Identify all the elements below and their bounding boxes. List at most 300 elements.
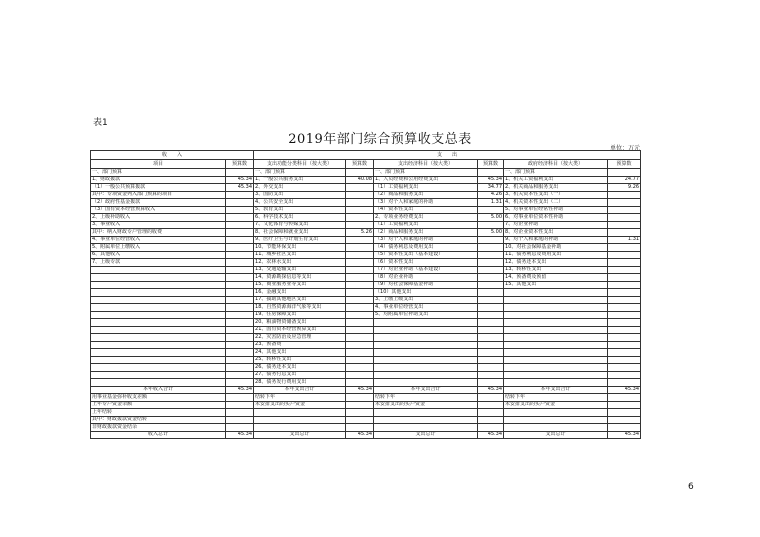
- amount-cell: 5.00: [478, 229, 504, 237]
- amount-cell: [478, 356, 504, 364]
- item-cell: 2、外交支出: [254, 184, 346, 192]
- amount-cell: [608, 311, 641, 319]
- expense-total-label: 本年支出合计: [504, 386, 608, 394]
- amount-cell: [226, 229, 254, 237]
- table-row: [91, 184, 641, 192]
- item-cell: （7）对企业补助（基本建设）: [374, 266, 478, 274]
- item-cell: 13、交通运输支出: [254, 266, 346, 274]
- carry-expense-value: [346, 394, 374, 402]
- amount-cell: [346, 371, 374, 379]
- amount-cell: [608, 169, 641, 177]
- amount-cell: [478, 221, 504, 229]
- item-cell: 9、对个人和家庭的补助: [504, 236, 608, 244]
- carry-expense-label: [254, 416, 346, 424]
- item-cell: [91, 296, 226, 304]
- item-cell: 13、转移性支出: [504, 266, 608, 274]
- item-cell: [91, 326, 226, 334]
- amount-cell: [226, 199, 254, 207]
- carry-expense-label: [374, 409, 478, 417]
- item-cell: 12、农林水支出: [254, 259, 346, 267]
- item-cell: [504, 356, 608, 364]
- item-cell: [374, 334, 478, 342]
- amount-cell: [608, 259, 641, 267]
- item-cell: [504, 319, 608, 327]
- amount-cell: 5.26: [346, 229, 374, 237]
- subtotal-row: [91, 386, 641, 394]
- grand-expense-label: 支出总计: [374, 431, 478, 439]
- amount-cell: [608, 364, 641, 372]
- amount-cell: [478, 251, 504, 259]
- amount-cell: 24.77: [608, 176, 641, 184]
- carry-expense-label: 结转下年: [374, 394, 478, 402]
- amount-cell: [226, 259, 254, 267]
- item-cell: 18、自然资源海洋气象等支出: [254, 304, 346, 312]
- item-cell: [374, 326, 478, 334]
- amount-cell: [346, 326, 374, 334]
- amount-cell: [346, 184, 374, 192]
- item-cell: 5、对事业单位经常性补助: [504, 206, 608, 214]
- amount-cell: [478, 296, 504, 304]
- item-cell: 5、教育支出: [254, 206, 346, 214]
- amount-cell: [346, 356, 374, 364]
- item-cell: （4）债务利息及费用支出: [374, 244, 478, 252]
- amount-cell: [346, 251, 374, 259]
- item-cell: （3）对个人和家庭的补助: [374, 236, 478, 244]
- amount-cell: [226, 214, 254, 222]
- item-cell: 10、对社会保障基金补助: [504, 244, 608, 252]
- carry-expense-label: 未安排支出的实户资金: [374, 401, 478, 409]
- table-row: [91, 176, 641, 184]
- unit-label: 单位：万元: [609, 145, 640, 152]
- carry-expense-value: [608, 409, 641, 417]
- item-cell: 其中：专项资金列入部门预算的项目: [91, 191, 226, 199]
- amount-cell: [346, 296, 374, 304]
- amount-cell: [608, 349, 641, 357]
- amount-cell: [608, 199, 641, 207]
- item-header: 项目: [91, 160, 226, 169]
- grand-expense-econ: 45.34: [478, 431, 504, 439]
- item-cell: 其中：纳入财政专户管理的收费: [91, 229, 226, 237]
- amount-cell: [226, 319, 254, 327]
- item-cell: （2）政府性基金拨款: [91, 199, 226, 207]
- item-cell: （3）国有资本经营预算收入: [91, 206, 226, 214]
- table-row: [91, 349, 641, 357]
- amount-cell: [478, 259, 504, 267]
- item-cell: [91, 289, 226, 297]
- item-cell: 1、人员经费和公用经费支出: [374, 176, 478, 184]
- item-cell: （2）商品和服务支出: [374, 229, 478, 237]
- amount-cell: 4.26: [478, 191, 504, 199]
- item-cell: [374, 364, 478, 372]
- grand-expense-func: 45.34: [346, 431, 374, 439]
- table-row: [91, 236, 641, 244]
- table-row: [91, 266, 641, 274]
- amount-cell: [346, 364, 374, 372]
- table-row: [91, 364, 641, 372]
- amount-cell: [226, 296, 254, 304]
- table-row: [91, 311, 641, 319]
- amount-cell: [226, 379, 254, 387]
- amount-cell: [226, 244, 254, 252]
- carry-expense-label: [254, 424, 346, 432]
- item-cell: [504, 326, 608, 334]
- item-cell: [91, 349, 226, 357]
- carry-income-label: 用事业基金弥补收支差额: [91, 394, 226, 402]
- item-cell: （5）资本性支出（基本建设）: [374, 251, 478, 259]
- item-cell: 16、金融支出: [254, 289, 346, 297]
- table-row: [91, 251, 641, 259]
- item-cell: [91, 281, 226, 289]
- amount-cell: [478, 326, 504, 334]
- amount-cell: [226, 281, 254, 289]
- item-cell: 3、事业收入: [91, 221, 226, 229]
- amount-cell: [346, 244, 374, 252]
- carry-expense-value: [478, 401, 504, 409]
- item-cell: 1、财政拨款: [91, 176, 226, 184]
- item-cell: 27、债务付息支出: [254, 371, 346, 379]
- amount-cell: [346, 191, 374, 199]
- grand-total-row: [91, 431, 641, 439]
- item-cell: 4、机关资本性支出（二）: [504, 199, 608, 207]
- amount-cell: [478, 334, 504, 342]
- amount-cell: 5.00: [478, 214, 504, 222]
- carry-expense-value: [346, 401, 374, 409]
- carry-expense-label: 结转下年: [254, 394, 346, 402]
- amount-cell: [478, 169, 504, 177]
- item-cell: 一、部门预算: [504, 169, 608, 177]
- carry-expense-value: [478, 394, 504, 402]
- budget-table: [90, 150, 641, 439]
- item-cell: 25、转移性支出: [254, 356, 346, 364]
- item-cell: [91, 379, 226, 387]
- amount-cell: [478, 341, 504, 349]
- item-cell: [374, 371, 478, 379]
- carry-expense-label: 未安排支出的实户资金: [504, 401, 608, 409]
- item-cell: [504, 364, 608, 372]
- item-cell: [374, 319, 478, 327]
- item-cell: [374, 349, 478, 357]
- item-cell: [91, 356, 226, 364]
- amount-cell: [608, 191, 641, 199]
- carry-row: [91, 409, 641, 417]
- item-cell: 5、对附属单位补助支出: [374, 311, 478, 319]
- table-row: [91, 379, 641, 387]
- economic-dept-header: 支出经济科目（按大类）: [374, 160, 478, 169]
- amount-cell: [346, 349, 374, 357]
- income-header: 收 入: [91, 151, 254, 160]
- item-cell: [91, 364, 226, 372]
- item-cell: [504, 349, 608, 357]
- carry-expense-label: [254, 409, 346, 417]
- item-cell: 23、预备费: [254, 341, 346, 349]
- amount-cell: [608, 206, 641, 214]
- item-cell: [504, 379, 608, 387]
- table-row: [91, 334, 641, 342]
- amount-cell: [346, 221, 374, 229]
- item-cell: [374, 341, 478, 349]
- table-row: [91, 296, 641, 304]
- table-row: [91, 326, 641, 334]
- item-cell: （2）商品和服务支出: [374, 191, 478, 199]
- table-row: [91, 244, 641, 252]
- item-cell: 15、其他支出: [504, 281, 608, 289]
- item-cell: 3、机关资本性支出（一）: [504, 191, 608, 199]
- amount-cell: [608, 334, 641, 342]
- amount-cell: [478, 349, 504, 357]
- page-number: 6: [688, 482, 694, 492]
- expense-total-func: 45.34: [346, 386, 374, 394]
- amount-cell: [226, 191, 254, 199]
- table-row: [91, 206, 641, 214]
- carry-expense-value: [346, 424, 374, 432]
- item-cell: 11、城乡社区支出: [254, 251, 346, 259]
- amount-cell: 45.34: [226, 184, 254, 192]
- amount-cell: [608, 214, 641, 222]
- carry-expense-value: [608, 394, 641, 402]
- amount-cell: [346, 281, 374, 289]
- amount-cell: [226, 289, 254, 297]
- amount-cell: [346, 304, 374, 312]
- item-cell: （1）工资福利支出: [374, 184, 478, 192]
- amount-cell: [226, 304, 254, 312]
- amount-cell: [608, 371, 641, 379]
- item-cell: [504, 304, 608, 312]
- carry-income-label: 上年专户资金余额: [91, 401, 226, 409]
- table-row: [91, 221, 641, 229]
- table-row: [91, 259, 641, 267]
- carry-expense-value: [608, 416, 641, 424]
- item-cell: 7、对企业补助: [504, 221, 608, 229]
- header-row-1: [91, 151, 641, 160]
- budget-header: 预算数: [478, 160, 504, 169]
- amount-cell: [608, 274, 641, 282]
- item-cell: 3、国防支出: [254, 191, 346, 199]
- carry-expense-label: 结转下年: [504, 394, 608, 402]
- amount-cell: [608, 251, 641, 259]
- amount-cell: [226, 221, 254, 229]
- page-label: 表1: [93, 118, 108, 128]
- table-row: [91, 281, 641, 289]
- expense-total-econ: 45.34: [478, 386, 504, 394]
- item-cell: 5、附属单位上缴收入: [91, 244, 226, 252]
- amount-cell: [608, 221, 641, 229]
- amount-cell: [226, 251, 254, 259]
- amount-cell: [346, 199, 374, 207]
- amount-cell: [478, 236, 504, 244]
- amount-cell: 1.31: [608, 236, 641, 244]
- amount-cell: [226, 236, 254, 244]
- item-cell: 15、商业服务业等支出: [254, 281, 346, 289]
- item-cell: [504, 311, 608, 319]
- table-row: [91, 304, 641, 312]
- amount-cell: [608, 229, 641, 237]
- expense-header: 支 出: [254, 151, 641, 160]
- item-cell: 6、对事业单位资本性补助: [504, 214, 608, 222]
- item-cell: 10、节能环保支出: [254, 244, 346, 252]
- item-cell: 12、债务还本支出: [504, 259, 608, 267]
- item-cell: 4、事业单位经营支出: [374, 304, 478, 312]
- item-cell: 28、债务发行费用支出: [254, 379, 346, 387]
- item-cell: 3、上缴上级支出: [374, 296, 478, 304]
- amount-cell: [346, 289, 374, 297]
- amount-cell: [226, 341, 254, 349]
- amount-cell: [226, 326, 254, 334]
- item-cell: 8、对企业资本性支出: [504, 229, 608, 237]
- item-cell: 19、住房保障支出: [254, 311, 346, 319]
- item-cell: 20、粮油物资储备支出: [254, 319, 346, 327]
- amount-cell: [346, 206, 374, 214]
- carry-income-value: [226, 401, 254, 409]
- budget-header: 预算数: [226, 160, 254, 169]
- amount-cell: [346, 379, 374, 387]
- amount-cell: 40.08: [346, 176, 374, 184]
- amount-cell: [478, 281, 504, 289]
- table-row: [91, 356, 641, 364]
- carry-expense-value: [346, 416, 374, 424]
- amount-cell: [226, 334, 254, 342]
- item-cell: 1、一般公共服务支出: [254, 176, 346, 184]
- carry-expense-value: [478, 424, 504, 432]
- amount-cell: [226, 364, 254, 372]
- item-cell: 7、文化体育与传媒支出: [254, 221, 346, 229]
- budget-header: 预算数: [346, 160, 374, 169]
- item-cell: [504, 289, 608, 297]
- amount-cell: 34.77: [478, 184, 504, 192]
- amount-cell: [226, 266, 254, 274]
- amount-cell: [346, 341, 374, 349]
- item-cell: 1、机关工资福利支出: [504, 176, 608, 184]
- item-cell: （9）对社会保障基金补助: [374, 281, 478, 289]
- item-cell: [374, 356, 478, 364]
- table-row: [91, 199, 641, 207]
- amount-cell: [226, 349, 254, 357]
- page-title: 2019年部门综合预算收支总表: [288, 132, 472, 147]
- carry-income-value: [226, 394, 254, 402]
- item-cell: 2、机关商品和服务支出: [504, 184, 608, 192]
- item-cell: 6、科学技术支出: [254, 214, 346, 222]
- amount-cell: [608, 244, 641, 252]
- amount-cell: [226, 274, 254, 282]
- item-cell: 22、灾害防治及应急管理: [254, 334, 346, 342]
- table-row: [91, 229, 641, 237]
- item-cell: 11、债务利息及费用支出: [504, 251, 608, 259]
- amount-cell: [346, 259, 374, 267]
- carry-income-label: 其中：财政拨款资金结转: [91, 416, 226, 424]
- amount-cell: [478, 206, 504, 214]
- carry-row: [91, 394, 641, 402]
- functional-header: 支出功能分类科目（按大类）: [254, 160, 346, 169]
- grand-expense-label: 支出总计: [254, 431, 346, 439]
- carry-expense-label: 未安排支出的实户资金: [254, 401, 346, 409]
- item-cell: 14、预备费及预留: [504, 274, 608, 282]
- item-cell: 21、国有资本经营预算支出: [254, 326, 346, 334]
- amount-cell: [478, 244, 504, 252]
- carry-expense-value: [608, 401, 641, 409]
- income-total-label: 本年收入合计: [91, 386, 226, 394]
- carry-income-value: [226, 416, 254, 424]
- carry-row: [91, 401, 641, 409]
- amount-cell: [608, 341, 641, 349]
- amount-cell: [608, 326, 641, 334]
- amount-cell: [346, 319, 374, 327]
- item-cell: （4）资本性支出: [374, 206, 478, 214]
- grand-income-value: 45.34: [226, 431, 254, 439]
- amount-cell: [226, 206, 254, 214]
- table-row: [91, 191, 641, 199]
- expense-total-gov: 45.34: [608, 386, 641, 394]
- carry-expense-value: [478, 409, 504, 417]
- carry-income-value: [226, 424, 254, 432]
- amount-cell: [346, 334, 374, 342]
- amount-cell: [478, 364, 504, 372]
- item-cell: （3）对个人和家庭的补助: [374, 199, 478, 207]
- item-cell: 24、其他支出: [254, 349, 346, 357]
- grand-income-label: 收入总计: [91, 431, 226, 439]
- carry-expense-label: [504, 409, 608, 417]
- amount-cell: [346, 214, 374, 222]
- carry-expense-value: [478, 416, 504, 424]
- amount-cell: [478, 371, 504, 379]
- amount-cell: [226, 371, 254, 379]
- carry-expense-label: [504, 424, 608, 432]
- amount-cell: [346, 236, 374, 244]
- amount-cell: [478, 304, 504, 312]
- item-cell: [91, 334, 226, 342]
- expense-total-label: 本年支出合计: [254, 386, 346, 394]
- item-cell: （10）其他支出: [374, 289, 478, 297]
- item-cell: 一、部门预算: [374, 169, 478, 177]
- amount-cell: [608, 281, 641, 289]
- item-cell: 9、医疗卫生与计划生育支出: [254, 236, 346, 244]
- amount-cell: [478, 319, 504, 327]
- carry-income-label: 上年结转: [91, 409, 226, 417]
- item-cell: 7、上级专款: [91, 259, 226, 267]
- table-row: [91, 371, 641, 379]
- amount-cell: [478, 289, 504, 297]
- amount-cell: 45.34: [478, 176, 504, 184]
- amount-cell: [608, 296, 641, 304]
- table-row: [91, 274, 641, 282]
- item-cell: （1）工资福利支出: [374, 221, 478, 229]
- economic-gov-header: 政府经济科目（按大类）: [504, 160, 608, 169]
- item-cell: （6）资本性支出: [374, 259, 478, 267]
- amount-cell: [478, 266, 504, 274]
- carry-expense-label: [374, 416, 478, 424]
- carry-expense-label: [504, 416, 608, 424]
- amount-cell: 45.34: [226, 176, 254, 184]
- item-cell: [91, 341, 226, 349]
- item-cell: 一、部门预算: [91, 169, 226, 177]
- amount-cell: 1.31: [478, 199, 504, 207]
- item-cell: [504, 341, 608, 349]
- item-cell: 17、援助其他地区支出: [254, 296, 346, 304]
- amount-cell: [608, 319, 641, 327]
- carry-income-value: [226, 409, 254, 417]
- item-cell: [91, 266, 226, 274]
- amount-cell: [478, 311, 504, 319]
- amount-cell: [608, 356, 641, 364]
- item-cell: [504, 296, 608, 304]
- amount-cell: [608, 379, 641, 387]
- amount-cell: [608, 289, 641, 297]
- carry-expense-value: [608, 424, 641, 432]
- amount-cell: [346, 169, 374, 177]
- item-cell: 2、上级补助收入: [91, 214, 226, 222]
- amount-cell: [226, 311, 254, 319]
- income-total-value: 45.34: [226, 386, 254, 394]
- carry-expense-label: [374, 424, 478, 432]
- amount-cell: [608, 304, 641, 312]
